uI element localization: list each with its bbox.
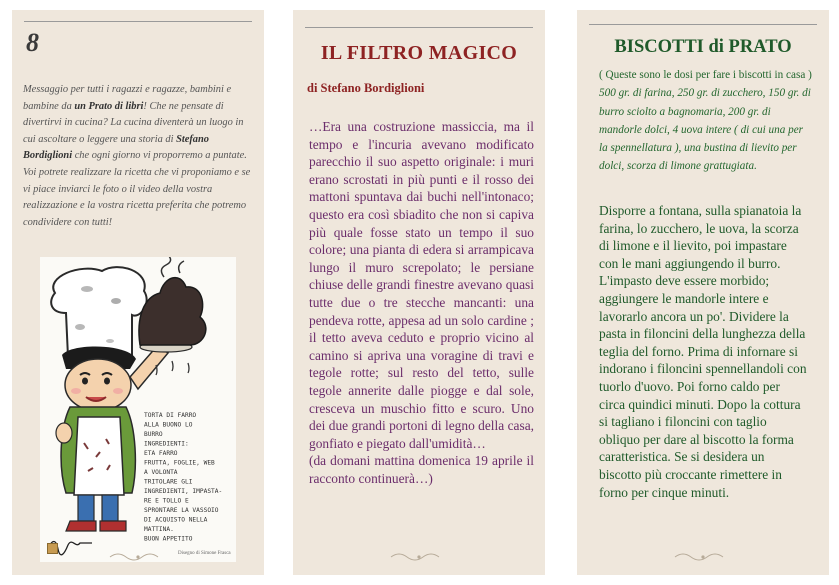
intro-panel bbox=[12, 10, 264, 575]
intro-segment: Messaggio per tutti i ragazzi e ragazze, bambini e bambine da bbox=[23, 84, 232, 112]
recipe-title: BISCOTTI di PRATO bbox=[614, 37, 792, 57]
intro-segment: Stefano Bordiglioni bbox=[23, 133, 209, 162]
top-divider bbox=[24, 21, 252, 22]
story-title: IL FILTRO MAGICO bbox=[320, 42, 518, 64]
ornament-icon bbox=[577, 549, 829, 567]
story-text: …Era una costruzione massiccia, ma il tempo e l'incuria avevano modificato parecchio il suo aspetto originale: i muri erano scrostati in più punti e il rosso dei mattoni spuntava dai buchi nell'intonaco; questo era così sbiadito che non si capiva più quale fosse stato un tempo il suo colore; una pianta di edera si arrampicava lungo il muro screpolato; le persiane chiuse delle grandi finestre avevano quasi tutte due o tre stecche mancanti: una pendeva rotte, appesa ad un solo cardine ; il tetto aveva ceduto e proprio vicino al camino si apriva una voragine di travi e tegole rotte; sul resto del tetto, sulle tegole annerite dalle piogge e dal sole, cresceva un muschio fitto e scuro. Uno dei due grandi portoni di legno della casa, gonfiato e piegato dall'umidità… bbox=[309, 119, 534, 451]
note-line: INGREDIENTI, IMPASTA- bbox=[144, 488, 223, 495]
note-line: MATTINA. bbox=[144, 526, 174, 533]
note-line: SPRONTARE LA VASSOIO bbox=[144, 507, 219, 514]
top-divider bbox=[589, 24, 817, 25]
note-line: TRITOLARE GLI bbox=[144, 478, 193, 486]
ornament-icon bbox=[293, 549, 545, 567]
note-line: DI ACQUISTO NELLA bbox=[144, 516, 208, 524]
intro-segment: un Prato di libri bbox=[74, 100, 144, 112]
story-body bbox=[309, 118, 534, 487]
note-line: A VOLONTA bbox=[144, 469, 178, 476]
handwritten-recipe-note bbox=[144, 412, 222, 543]
note-line: ALLA BUONO LO bbox=[144, 421, 193, 429]
ingredients-list: 500 gr. di farina, 250 gr. di zucchero, 150 gr. di burro sciolto a bagnomaria, 200 gr. di mandorle dolci, 4 uova intere ( di cui una per la spennellatura ), una bustina di lievito per dolci, scorza di limone grattugiata. bbox=[599, 87, 811, 173]
note-line: RE E TOLLO E bbox=[144, 497, 189, 505]
intro-segment: ! Che ne pensate di divertirvi in cucina? La cucina diventerà un luogo in cui ascoltare o leggere una storia di bbox=[23, 100, 244, 145]
note-line: INGREDIENTI: bbox=[144, 440, 189, 448]
chef-boy-drawing bbox=[40, 257, 236, 562]
ingredients-note: ( Queste sono le dosi per fare i biscotti in casa ) bbox=[599, 69, 812, 81]
intro-message bbox=[23, 82, 255, 231]
story-continuation: (da domani mattina domenica 19 aprile il racconto continuerà…) bbox=[309, 453, 534, 486]
recipe-panel bbox=[577, 10, 829, 575]
note-line: FRUTTA, FOGLIE, WEB bbox=[144, 459, 215, 467]
note-line: ETA FARRO bbox=[144, 450, 178, 457]
story-byline: di Stefano Bordiglioni bbox=[307, 81, 425, 95]
note-line: BURRO bbox=[144, 431, 163, 438]
recipe-ingredients bbox=[599, 66, 814, 176]
illustration-caption: Disegno di Simone Frasca bbox=[178, 551, 231, 556]
note-line: TORTA DI FARRO bbox=[144, 412, 197, 419]
top-divider bbox=[305, 27, 533, 28]
story-panel bbox=[293, 10, 545, 575]
recipe-procedure: Disporre a fontana, sulla spianatoia la farina, lo zucchero, le uova, la scorza di limone e il lievito, poi impastare con le mani aggiungendo il burro. L'impasto deve essere morbido; aggiungere le mandorle intere e lavorarlo ancora un po'. Dividere la pasta in filoncini della lunghezza della teglia del forno. Prima di infornare si indorano i filoncini spennellandoli con tuorlo d'uovo. Poi forno caldo per circa quindici minuti. Dopo la cottura si tagliano i filoncini con taglio obliquo per dare al biscotto la forma caratteristica. Se si desidera un biscotto più croccante rimettere in forno per cinque minuti. bbox=[599, 203, 807, 500]
intro-segment: che ogni giorno vi proporremo a puntate. Voi potrete realizzare la ricetta che vi proponiamo e se vi piace inviarci le foto o il video della vostra realizzazione e la vostra ricetta preferita che potremo condividere con tutti! bbox=[23, 150, 251, 228]
page-number: 8 bbox=[26, 28, 39, 57]
chef-illustration bbox=[40, 257, 236, 562]
note-line: BUON APPETITO bbox=[144, 535, 193, 543]
ornament-icon bbox=[12, 549, 264, 567]
